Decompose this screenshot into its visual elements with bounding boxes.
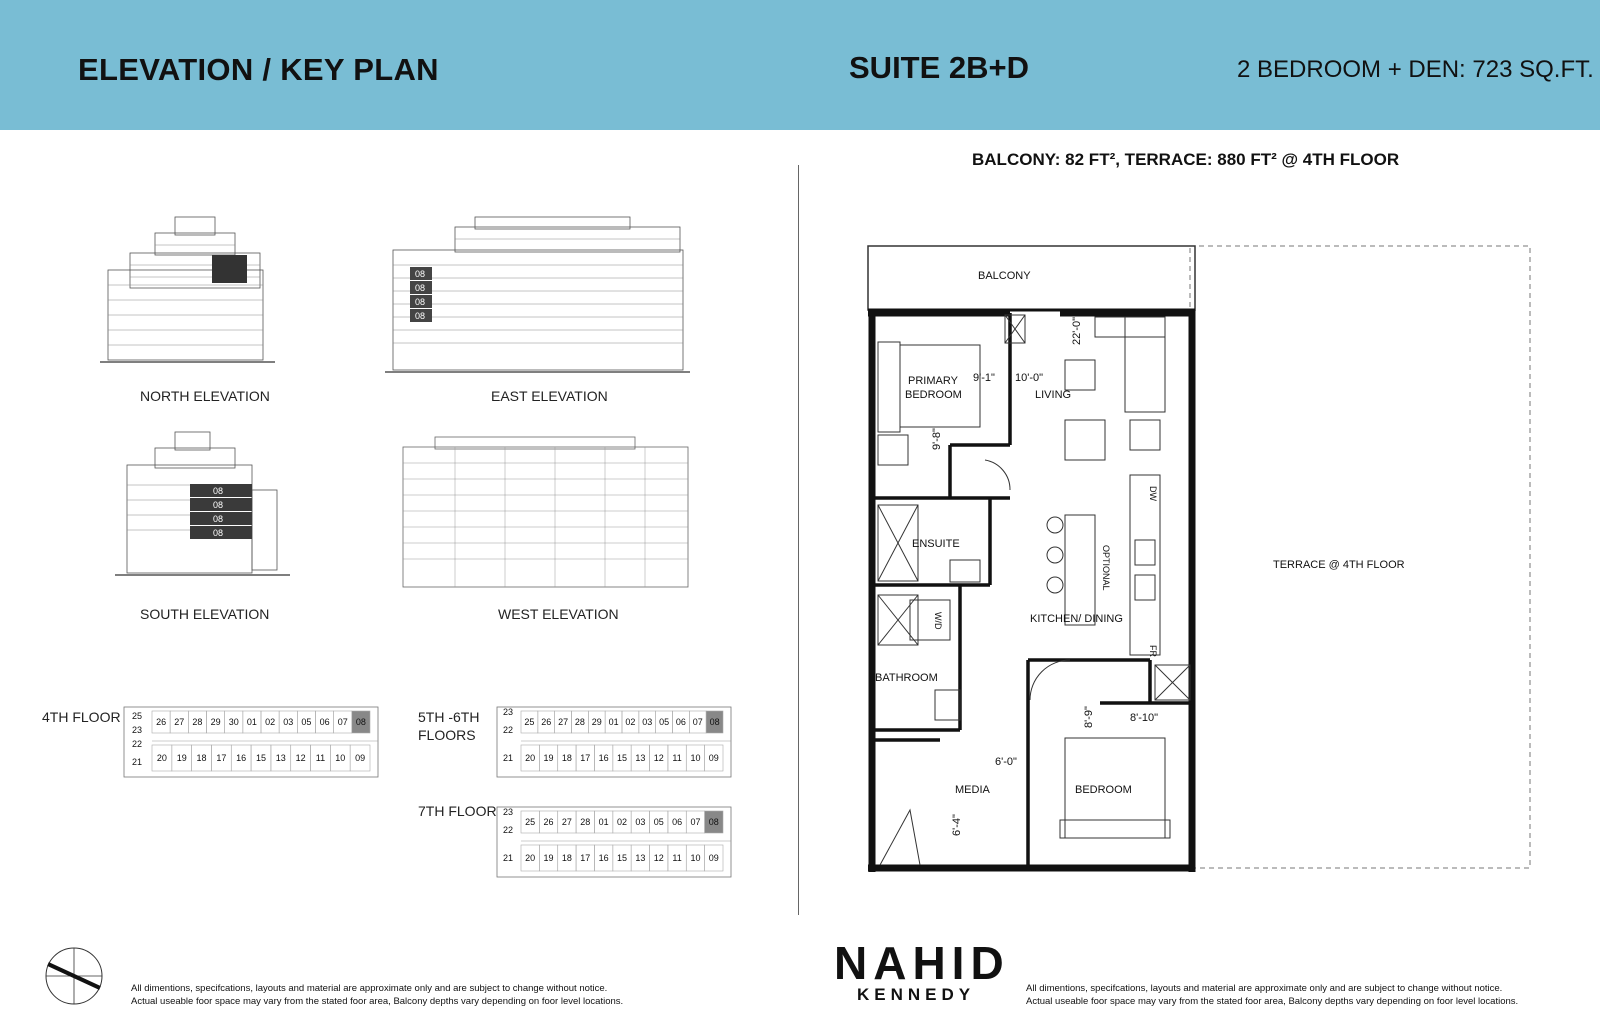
north-elevation-drawing (100, 215, 275, 370)
key-plan-unit-label: 12 (653, 853, 664, 863)
key-plan-unit-label: 06 (672, 817, 683, 827)
key-plan-unit-label: 19 (543, 753, 554, 763)
key-plan-unit-label: 29 (591, 717, 602, 727)
key-plan-unit-label: 20 (156, 753, 167, 763)
header-bar (0, 0, 1600, 130)
disclaimer-right (1026, 983, 1518, 1008)
key-plan-unit-label: 28 (574, 717, 585, 727)
key-plan-5th-6th-floor (495, 703, 737, 785)
key-plan-unit-label: 16 (236, 753, 247, 763)
key-plan-unit-label: 12 (653, 753, 664, 763)
key-plan-unit-label: 12 (295, 753, 306, 763)
key-plan-unit-label: 16 (598, 753, 609, 763)
optional-label: OPTIONAL (1101, 545, 1111, 591)
key-plan-unit-label: 15 (616, 853, 628, 863)
key-plan-unit-label: 11 (672, 853, 682, 863)
key-plan-5th-6th-label-2: FLOORS (418, 727, 476, 743)
elevation-unit-tag: 08 (213, 486, 224, 496)
east-elevation-drawing (385, 215, 690, 375)
suite-floor-plan (860, 240, 1550, 875)
key-plan-unit-label: 27 (558, 717, 569, 727)
key-plan-unit-label: 08 (355, 717, 366, 727)
key-plan-unit-label: 18 (561, 753, 572, 763)
key-plan-unit-label: 11 (315, 753, 326, 763)
key-plan-unit-label: 01 (598, 817, 609, 827)
key-plan-unit-label: 27 (174, 717, 185, 727)
key-plan-4th-label: 4TH FLOOR (42, 709, 121, 725)
key-plan-unit-label: 10 (690, 853, 701, 863)
west-elevation-label: WEST ELEVATION (498, 606, 619, 622)
disclaimer-left (131, 983, 623, 1008)
outdoor-area-summary: BALCONY: 82 FT², TERRACE: 880 FT² @ 4TH FLOOR (972, 150, 1400, 169)
fridge-label: FR (1148, 645, 1158, 657)
living-width-dim: 10'-0" (1015, 372, 1044, 384)
key-plan-unit-label: 05 (653, 817, 664, 827)
key-plan-unit-label: 21 (131, 757, 143, 767)
key-plan-unit-label: 08 (709, 717, 720, 727)
key-plan-unit-label: 09 (708, 753, 719, 763)
key-plan-unit-label: 06 (319, 717, 330, 727)
key-plan-unit-label: 17 (580, 753, 591, 763)
key-plan-unit-label: 23 (502, 807, 514, 817)
key-plan-unit-label: 20 (525, 853, 536, 863)
key-plan-unit-label: 07 (692, 717, 703, 727)
key-plan-unit-label: 19 (176, 753, 187, 763)
key-plan-unit-label: 13 (275, 753, 286, 763)
dishwasher-label: DW (1148, 486, 1158, 501)
key-plan-unit-label: 17 (580, 853, 591, 863)
living-length-dim: 22'-0" (1071, 316, 1083, 345)
page-title: ELEVATION / KEY PLAN (78, 52, 439, 87)
key-plan-unit-label: 10 (335, 753, 346, 763)
key-plan-5th-6th-label-1: 5TH -6TH (418, 709, 480, 725)
key-plan-unit-label: 23 (131, 725, 143, 735)
key-plan-unit-label: 13 (635, 753, 646, 763)
key-plan-unit-label: 09 (708, 853, 719, 863)
suite-title: SUITE 2B+D (849, 50, 1030, 85)
elevation-unit-tag: 08 (415, 297, 426, 307)
key-plan-unit-label: 26 (156, 717, 167, 727)
disclaimer-left-line1: All dimentions, specifcations, layouts and material are approximate only and are subject to change without notice. (131, 983, 608, 994)
brand-logo-name: NAHID (834, 937, 1010, 989)
north-arrow-icon (44, 946, 104, 1006)
bedroom-length-dim: 8'-9" (1083, 706, 1095, 728)
key-plan-unit-label: 06 (675, 717, 686, 727)
key-plan-unit-label: 11 (672, 753, 682, 763)
west-elevation-drawing (395, 435, 695, 595)
terrace-label: TERRACE @ 4TH FLOOR (1273, 559, 1405, 571)
key-plan-unit-label: 16 (598, 853, 609, 863)
brand-logo-sub: KENNEDY (857, 985, 976, 1004)
north-elevation-label: NORTH ELEVATION (140, 388, 270, 404)
key-plan-unit-label: 28 (580, 817, 591, 827)
key-plan-unit-label: 25 (524, 717, 535, 727)
south-elevation-label: SOUTH ELEVATION (140, 606, 270, 622)
key-plan-unit-label: 18 (561, 853, 572, 863)
media-width-dim: 6'-0" (995, 756, 1017, 768)
key-plan-unit-label: 26 (543, 817, 554, 827)
key-plan-unit-label: 27 (561, 817, 572, 827)
living-label: LIVING (1035, 389, 1072, 401)
key-plan-unit-label: 15 (616, 753, 628, 763)
elevation-unit-tag: 08 (213, 500, 224, 510)
bathroom-label: BATHROOM (875, 672, 938, 684)
key-plan-4th-floor (122, 703, 384, 785)
primary-bedroom-label-2: BEDROOM (905, 389, 962, 401)
key-plan-unit-label: 07 (337, 717, 348, 727)
key-plan-unit-label: 09 (355, 753, 366, 763)
key-plan-unit-label: 28 (192, 717, 203, 727)
balcony-area (868, 246, 1195, 310)
key-plan-unit-label: 03 (635, 817, 646, 827)
key-plan-unit-label: 17 (216, 753, 227, 763)
key-plan-unit-label: 25 (131, 711, 143, 721)
key-plan-unit-label: 18 (196, 753, 207, 763)
east-elevation-label: EAST ELEVATION (491, 388, 608, 404)
primary-bedroom-width-dim: 9'-1" (973, 372, 995, 384)
key-plan-unit-label: 22 (502, 825, 514, 835)
key-plan-unit-label: 26 (541, 717, 552, 727)
key-plan-unit-label: 02 (265, 717, 276, 727)
key-plan-unit-label: 02 (625, 717, 636, 727)
key-plan-7th-floor (495, 803, 737, 885)
key-plan-unit-label: 05 (659, 717, 670, 727)
bedroom-width-dim: 8'-10" (1130, 712, 1159, 724)
south-elevation-drawing (115, 430, 290, 580)
key-plan-unit-label: 21 (502, 753, 514, 763)
key-plan-unit-label: 07 (690, 817, 701, 827)
washer-dryer-label: W/D (933, 612, 943, 630)
disclaimer-left-line2: Actual useable foor space may vary from the stated foor area, Balcony depths vary depending on foor level locations. (131, 995, 624, 1007)
key-plan-unit-label: 22 (131, 739, 143, 749)
key-plan-unit-label: 19 (543, 853, 554, 863)
balcony-label: BALCONY (978, 270, 1031, 282)
elevation-unit-tag: 08 (415, 311, 426, 321)
key-plan-unit-label: 13 (635, 853, 646, 863)
primary-bedroom-label-1: PRIMARY (908, 375, 958, 387)
key-plan-unit-label: 03 (283, 717, 294, 727)
ensuite-label: ENSUITE (912, 538, 960, 550)
key-plan-unit-label: 10 (690, 753, 701, 763)
key-plan-unit-label: 29 (210, 717, 221, 727)
key-plan-unit-label: 25 (525, 817, 536, 827)
key-plan-unit-label: 01 (608, 717, 619, 727)
disclaimer-right-line1: All dimentions, specifcations, layouts and material are approximate only and are subject to change without notice. (1026, 983, 1503, 994)
key-plan-7th-label: 7TH FLOOR (418, 803, 497, 819)
media-length-dim: 6'-4" (951, 814, 963, 836)
key-plan-unit-label: 08 (708, 817, 719, 827)
key-plan-unit-label: 05 (301, 717, 312, 727)
kitchen-dining-label: KITCHEN/ DINING (1030, 613, 1123, 625)
key-plan-unit-label: 01 (246, 717, 257, 727)
key-plan-unit-label: 30 (228, 717, 239, 727)
key-plan-unit-label: 23 (502, 707, 514, 717)
bedroom-label: BEDROOM (1075, 784, 1132, 796)
key-plan-unit-label: 21 (502, 853, 514, 863)
key-plan-unit-label: 15 (255, 753, 267, 763)
suite-info: 2 BEDROOM + DEN: 723 SQ.FT. (1237, 56, 1594, 83)
primary-bedroom-length-dim: 9'-8" (931, 428, 943, 450)
media-label: MEDIA (955, 784, 990, 796)
key-plan-unit-label: 20 (525, 753, 536, 763)
elevation-unit-tag: 08 (415, 283, 426, 293)
disclaimer-right-line2: Actual useable foor space may vary from the stated foor area, Balcony depths vary depending on foor level locations. (1026, 995, 1519, 1007)
elevation-unit-tag: 08 (213, 514, 224, 524)
vertical-divider (798, 165, 799, 915)
key-plan-unit-label: 22 (502, 725, 514, 735)
key-plan-unit-label: 02 (616, 817, 628, 827)
elevation-unit-tag: 08 (213, 528, 224, 538)
elevation-unit-tag: 08 (415, 269, 426, 279)
terrace-outline (1190, 246, 1530, 868)
key-plan-unit-label: 03 (642, 717, 653, 727)
